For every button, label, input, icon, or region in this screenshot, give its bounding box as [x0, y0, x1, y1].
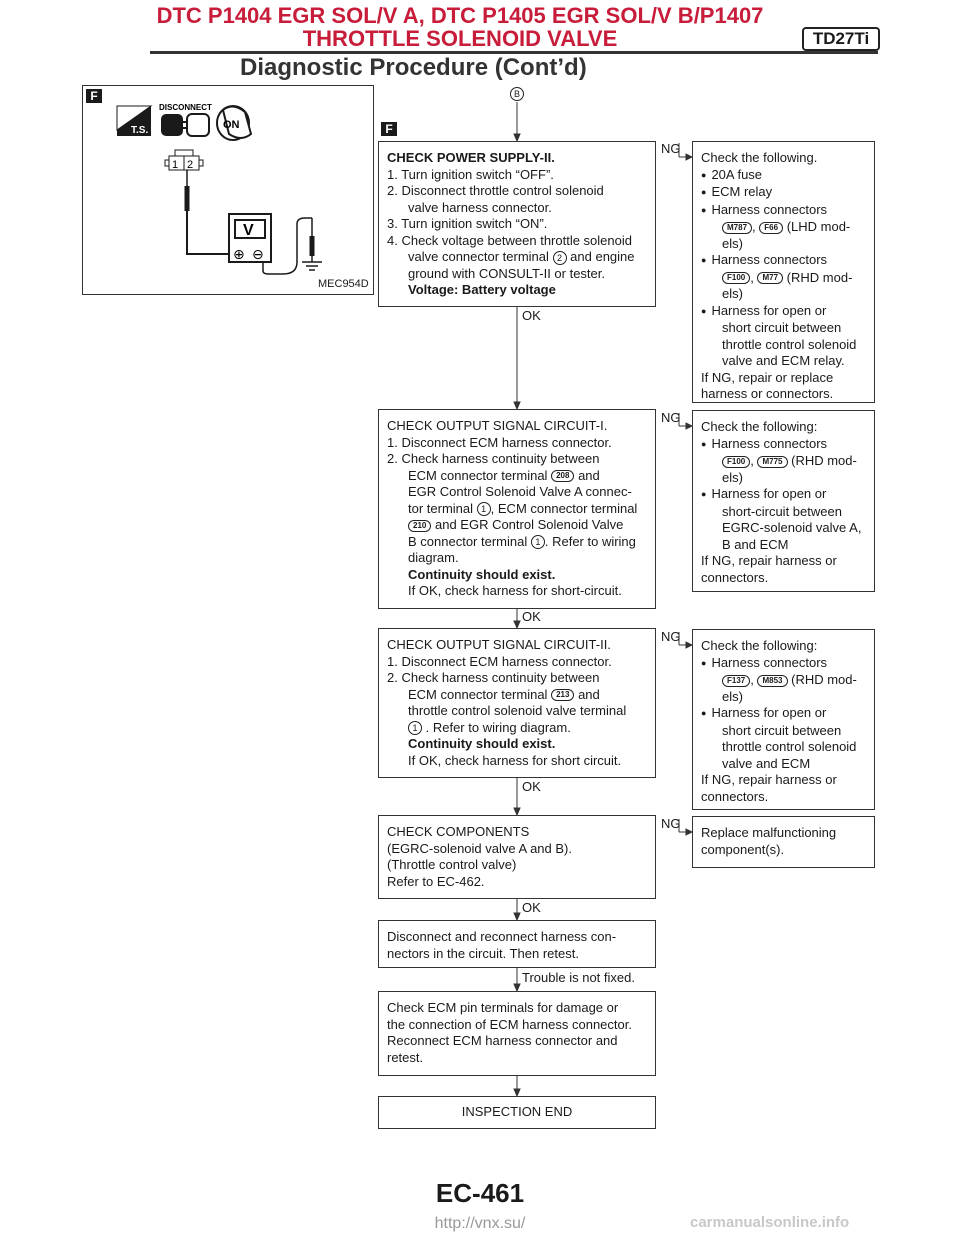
step-check-ecm-pins — [378, 991, 656, 1076]
step-check-power-supply — [378, 141, 656, 307]
ng3-item: throttle control solenoid — [722, 739, 857, 754]
step4-title: CHECK COMPONENTS — [387, 824, 530, 839]
ok-label-4: OK — [522, 900, 541, 915]
meter-plus: ⊕ — [233, 247, 245, 263]
ok-label-2: OK — [522, 609, 541, 624]
step2-line: 210 and EGR Control Solenoid Valve — [387, 517, 647, 534]
step6-line: Reconnect ECM harness connector and — [387, 1033, 618, 1048]
step2-line: 2. Check harness continuity between — [387, 451, 600, 466]
ng-label-4: NG — [661, 816, 681, 831]
page-subtitle: Diagnostic Procedure (Cont’d) — [240, 54, 587, 81]
flow-f-badge: F — [381, 122, 397, 136]
step3-spec: Continuity should exist. — [408, 736, 556, 751]
ng4-line: Replace malfunctioning — [701, 825, 837, 840]
terminal-2-marker: 2 — [553, 251, 567, 265]
terminal-1-marker: 1 — [408, 721, 422, 735]
ng3-line: If NG, repair harness or — [701, 772, 837, 787]
step1-title: CHECK POWER SUPPLY-II. — [387, 150, 555, 165]
step1-line: 2. Disconnect throttle control solenoid — [387, 183, 604, 198]
inspection-end-label: INSPECTION END — [461, 1104, 573, 1119]
ok-label-3: OK — [522, 779, 541, 794]
step2-line: EGR Control Solenoid Valve A connec- — [408, 484, 632, 499]
terminal-1-marker: 1 — [477, 502, 491, 516]
model-badge: TD27Ti — [802, 27, 880, 51]
step4-line: Refer to EC-462. — [387, 873, 485, 889]
ng1-item: valve and ECM relay. — [722, 353, 845, 368]
ng2-item: els) — [722, 469, 743, 485]
page-header-line2: THROTTLE SOLENOID VALVE — [302, 26, 618, 51]
not-fixed-label: Trouble is not fixed. — [522, 970, 635, 985]
disconnect-label: DISCONNECT — [159, 103, 212, 112]
ng1-line: Check the following. — [701, 150, 818, 165]
ng3-line: connectors. — [701, 788, 769, 804]
ecm-terminal-208: 208 — [551, 470, 574, 482]
step4-line: (EGRC-solenoid valve A and B). — [387, 840, 572, 856]
ng1-item: ● Harness for open or — [701, 303, 866, 321]
page-header-line1: DTC P1404 EGR SOL/V A, DTC P1405 EGR SOL/V B/P1407 — [156, 3, 764, 28]
step-check-output-signal-2-ng — [692, 629, 875, 810]
connector-tag: F100 — [722, 456, 750, 468]
connector-tag: M787 — [722, 222, 752, 234]
step2-line: 1. Disconnect ECM harness connector. — [387, 434, 612, 450]
step1-line: valve harness connector. — [408, 199, 552, 215]
connector-tag: F137 — [722, 675, 750, 687]
ng1-line: If NG, repair or replace — [701, 369, 834, 385]
step-check-power-supply-ng — [692, 141, 875, 403]
ng3-line: Check the following: — [701, 638, 818, 653]
ng-label-1: NG — [661, 141, 681, 156]
watermark: carmanualsonline.info — [690, 1214, 850, 1231]
ng1-item: ● ECM relay — [701, 184, 866, 202]
step1-spec: Voltage: Battery voltage — [408, 282, 556, 297]
step6-line: retest. — [387, 1049, 424, 1065]
ng1-item: short circuit between — [722, 320, 842, 335]
step6-line: Check ECM pin terminals for damage or — [387, 1000, 619, 1015]
step1-line: ground with CONSULT-II or tester. — [408, 265, 605, 281]
footer-url[interactable]: http://vnx.su/ — [434, 1215, 526, 1232]
ng2-item: ● Harness for open or — [701, 486, 866, 504]
step2-line: B connector terminal 1 . Refer to wiring — [408, 533, 636, 549]
ng1-item: els) — [722, 286, 743, 301]
step3-line: If OK, check harness for short circuit. — [408, 752, 622, 768]
ng1-line: harness or connectors. — [701, 386, 834, 401]
ng1-item: F100 , M77 (RHD mod- — [701, 270, 866, 287]
step2-spec: Continuity should exist. — [408, 566, 556, 582]
step2-line: tor terminal 1 , ECM connector terminal — [408, 500, 638, 516]
step3-line: 1. Disconnect ECM harness connector. — [387, 653, 612, 669]
step-reconnect-harness — [378, 920, 656, 968]
step1-line: 1. Turn ignition switch “OFF”. — [387, 166, 554, 182]
step4-line: (Throttle control valve) — [387, 857, 517, 872]
connector-tag: M775 — [757, 456, 787, 468]
meter-minus: ⊖ — [252, 247, 264, 263]
step1-line: valve connector terminal 2 and engine — [408, 249, 635, 264]
ng1-item: ● Harness connectors — [701, 252, 866, 270]
step3-title: CHECK OUTPUT SIGNAL CIRCUIT-II. — [387, 637, 611, 652]
step5-line: nectors in the circuit. Then retest. — [387, 945, 579, 961]
ng2-line: connectors. — [701, 569, 769, 585]
step-check-output-signal-1 — [378, 409, 656, 609]
ng1-item: els) — [722, 235, 743, 251]
step3-line: ECM connector terminal 213 and — [408, 686, 600, 702]
page-number: EC-461 — [435, 1178, 525, 1208]
ng-label-2: NG — [661, 410, 681, 425]
step2-line: ECM connector terminal 208 and — [408, 467, 600, 483]
step6-line: the connection of ECM harness connector. — [387, 1016, 632, 1032]
ng-label-3: NG — [661, 629, 681, 644]
ng3-item: short circuit between — [722, 722, 842, 738]
connector-tag: M853 — [757, 675, 787, 687]
ng3-item: ● Harness connectors — [701, 655, 866, 673]
ng2-item: F100 , M775 (RHD mod- — [701, 453, 866, 470]
connector-tag: M77 — [757, 272, 783, 284]
step2-line: diagram. — [408, 550, 459, 565]
meter-label: V — [243, 222, 254, 239]
ng3-item: els) — [722, 688, 743, 704]
ng3-item: F137 , M853 (RHD mod- — [701, 672, 866, 689]
ts-label: T.S. — [131, 125, 149, 136]
step-check-components — [378, 815, 656, 899]
ng4-line: component(s). — [701, 841, 785, 857]
connector-pin-2: 2 — [187, 159, 194, 171]
step3-line: throttle control solenoid valve terminal — [408, 703, 627, 718]
ng3-item: ● Harness for open or — [701, 705, 866, 723]
ng2-line: Check the following: — [701, 419, 818, 434]
ng3-item: valve and ECM — [722, 755, 811, 771]
step1-line: 4. Check voltage between throttle solenoid — [387, 232, 632, 248]
connector-tag: F100 — [722, 272, 750, 284]
on-label: ON — [223, 119, 240, 131]
figure-code: MEC954D — [318, 278, 369, 290]
ng1-item: ● Harness connectors — [701, 202, 866, 220]
connector-tag: F66 — [759, 222, 783, 234]
ecm-terminal-213: 213 — [551, 689, 574, 701]
step-check-components-ng — [692, 816, 875, 868]
step-check-output-signal-2 — [378, 628, 656, 778]
ng1-item: M787 , F66 (LHD mod- — [701, 219, 866, 236]
step5-line: Disconnect and reconnect harness con- — [387, 929, 617, 944]
ok-label-1: OK — [522, 308, 541, 323]
connector-pin-1: 1 — [172, 159, 179, 171]
ng2-line: If NG, repair harness or — [701, 553, 837, 568]
step2-title: CHECK OUTPUT SIGNAL CIRCUIT-I. — [387, 418, 608, 433]
step3-line: 2. Check harness continuity between — [387, 670, 600, 685]
inspection-end — [378, 1096, 656, 1129]
ecm-terminal-210: 210 — [408, 520, 431, 532]
ng1-item: ● 20A fuse — [701, 167, 866, 185]
ng1-item: throttle control solenoid — [722, 336, 857, 352]
figure-f-badge: F — [86, 89, 102, 103]
ng2-item: short-circuit between — [722, 503, 842, 519]
terminal-1-marker: 1 — [531, 535, 545, 549]
step2-line: If OK, check harness for short-circuit. — [408, 583, 622, 598]
entry-marker-b: B — [510, 87, 524, 101]
ng2-item: B and ECM — [722, 536, 789, 552]
step-check-output-signal-1-ng — [692, 410, 875, 592]
ng2-item: EGRC-solenoid valve A, — [722, 520, 862, 535]
step1-line: 3. Turn ignition switch “ON”. — [387, 216, 548, 231]
step3-line: 1 . Refer to wiring diagram. — [387, 720, 647, 737]
ng2-item: ● Harness connectors — [701, 436, 866, 454]
